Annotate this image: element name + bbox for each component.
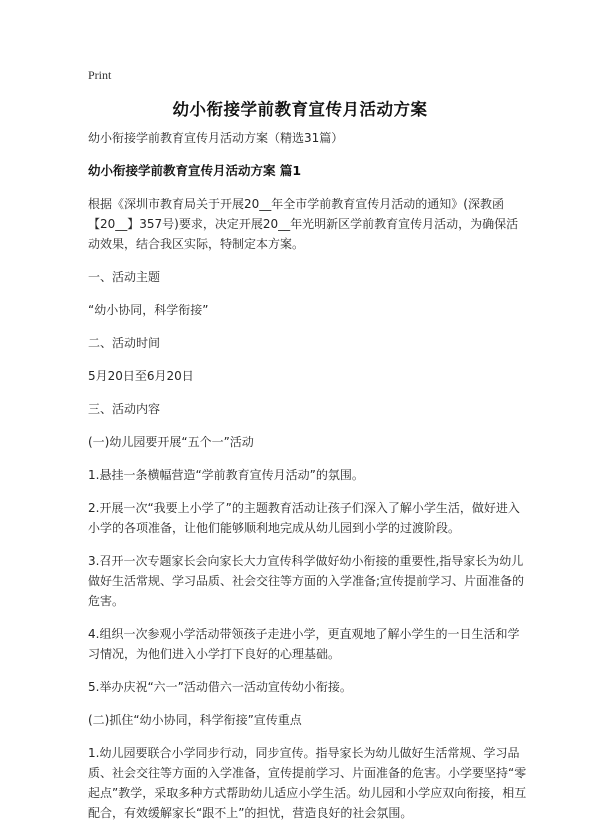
paragraph-kindergarten-activities: (一)幼儿园要开展“五个一”活动 xyxy=(88,435,254,449)
paragraph-intro: 根据《深圳市教育局关于开展20__年全市学前教育宣传月活动的通知》(深教函【20__】357号)要求，决定开展20__年光明新区学前教育宣传月活动，为确保活动效果，结合我区实际，特制定本方案。 xyxy=(88,197,519,251)
paragraph-item-1: 1.悬挂一条横幅营造“学前教育宣传月活动”的氛围。 xyxy=(88,468,364,482)
paragraph-content-heading: 三、活动内容 xyxy=(88,402,161,416)
paragraph-focus-item-1: 1.幼儿园要联合小学同步行动，同步宣传。指导家长为幼儿做好生活常规、学习品质、社会交往等方面的入学准备，宣传提前学习、片面准备的危害。小学要坚持“零起点”教学，采取多种方式帮助幼儿适应小学生活。幼儿园和小学应双向衔接，相互配合，有效缓解家长“跟不上”的担忧，营造良好的社会氛围。 xyxy=(88,746,527,820)
document-body xyxy=(88,128,530,836)
paragraph-time: 5月20日至6月20日 xyxy=(88,369,194,383)
paragraph-item-4: 4.组织一次参观小学活动带领孩子走进小学，更直观地了解小学生的一日生活和学习情况，为他们进入小学打下良好的心理基础。 xyxy=(88,627,520,661)
section-heading: 幼小衔接学前教育宣传月活动方案 篇1 xyxy=(88,163,302,178)
paragraph-time-heading: 二、活动时间 xyxy=(88,336,161,350)
print-label[interactable]: Print xyxy=(88,68,112,82)
page-title: 幼小衔接学前教育宣传月活动方案 xyxy=(172,100,428,119)
paragraph-focus-heading: (二)抓住“幼小协同，科学衔接”宣传重点 xyxy=(88,713,302,727)
paragraph-theme-heading: 一、活动主题 xyxy=(88,270,161,284)
paragraph-item-5: 5.举办庆祝“六一”活动借六一活动宣传幼小衔接。 xyxy=(88,680,352,694)
paragraph-item-2: 2.开展一次“我要上小学了”的主题教育活动让孩子们深入了解小学生活，做好进入小学的各项准备，让他们能够顺利地完成从幼儿园到小学的过渡阶段。 xyxy=(88,501,520,535)
document-subtitle: 幼小衔接学前教育宣传月活动方案（精选31篇） xyxy=(88,131,344,145)
paragraph-item-3: 3.召开一次专题家长会向家长大力宣传科学做好幼小衔接的重要性,指导家长为幼儿做好生活常规、学习品质、社会交往等方面的入学准备;宣传提前学习、片面准备的危害。 xyxy=(88,554,525,608)
paragraph-theme: “幼小协同，科学衔接” xyxy=(88,303,209,317)
